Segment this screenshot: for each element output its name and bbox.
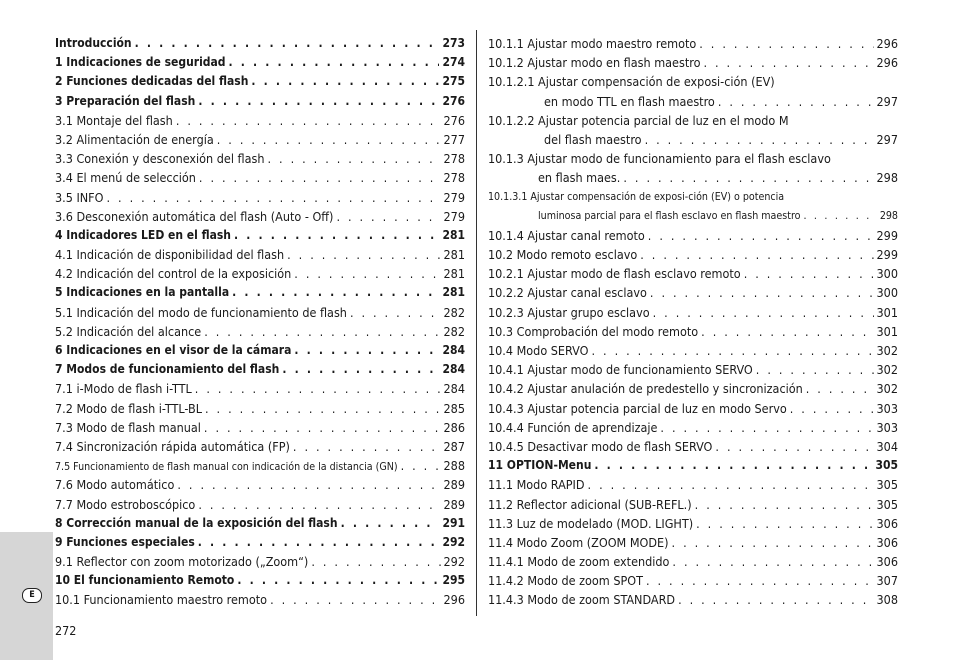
toc-entry-title: 10.1.2.1 Ajustar compensación de exposi-ción (EV) xyxy=(488,74,775,90)
toc-entry-page: 286 xyxy=(443,419,465,435)
toc-entry-title: 10.4.4 Función de aprendizaje xyxy=(488,419,658,435)
toc-leader-dots xyxy=(718,92,874,111)
toc-leader-dots xyxy=(640,245,873,264)
toc-entry-title: 3 Preparación del flash xyxy=(55,93,196,108)
toc-entry-title: 7.5 Funcionamiento de flash manual con indicación de la distancia (GN) xyxy=(55,461,398,474)
toc-entry-title: 3.1 Montaje del flash xyxy=(55,112,173,128)
toc-entry-title: 10.2.3 Ajustar grupo esclavo xyxy=(488,304,650,320)
toc-entry[interactable] xyxy=(488,168,898,187)
toc-entry-page: 300 xyxy=(876,285,898,301)
toc-leader-dots xyxy=(251,72,439,91)
toc-entry[interactable] xyxy=(55,571,465,590)
toc-entry-page: 287 xyxy=(443,438,465,454)
toc-entry[interactable] xyxy=(488,590,898,609)
toc-entry-title: 7 Modos de funcionamiento del flash xyxy=(55,362,280,377)
toc-entry[interactable] xyxy=(55,456,465,475)
toc-entry[interactable] xyxy=(55,495,465,514)
toc-entry[interactable] xyxy=(488,111,898,130)
toc-entry-page: 296 xyxy=(876,55,898,71)
toc-entry-page: 275 xyxy=(442,74,465,89)
toc-entry[interactable] xyxy=(55,149,465,168)
toc-entry-title: 7.7 Modo estroboscópico xyxy=(55,496,196,512)
toc-entry-page: 297 xyxy=(876,93,898,109)
toc-entry-title: 7.4 Sincronización rápida automática (FP) xyxy=(55,438,290,454)
toc-leader-dots xyxy=(234,226,439,245)
toc-entry-title: 5.2 Indicación del alcance xyxy=(55,323,202,339)
toc-entry-page: 303 xyxy=(876,419,898,435)
toc-entry-title: 10.1.3.1 Ajustar compensación de exposi-ción (EV) o potencia xyxy=(488,190,785,203)
toc-entry-page: 302 xyxy=(876,362,898,378)
toc-leader-dots xyxy=(648,226,874,245)
toc-entry-page: 303 xyxy=(876,400,898,416)
toc-leader-dots xyxy=(653,303,874,322)
toc-entry-page: 273 xyxy=(442,36,465,50)
toc-leader-dots xyxy=(646,571,874,590)
toc-entry-page: 288 xyxy=(443,458,465,474)
toc-entry[interactable] xyxy=(55,34,465,53)
toc-leader-dots xyxy=(237,571,439,590)
toc-entry-page: 281 xyxy=(443,247,465,263)
toc-entry[interactable] xyxy=(488,475,898,494)
toc-entry[interactable] xyxy=(488,514,898,533)
toc-entry-title: 10.1.2.2 Ajustar potencia parcial de luz en el modo M xyxy=(488,112,789,128)
toc-entry-title: 10 El funcionamiento Remoto xyxy=(55,573,235,588)
toc-entry-page: 305 xyxy=(876,496,898,512)
toc-entry-title: 10.3 Comprobación del modo remoto xyxy=(488,323,699,339)
toc-entry-title: 8 Corrección manual de la exposición del flash xyxy=(55,515,338,530)
toc-leader-dots xyxy=(311,552,440,571)
toc-entry-title: 3.6 Desconexión automática del flash (Auto - Off) xyxy=(55,208,334,224)
toc-leader-dots xyxy=(270,590,440,609)
toc-entry-title: 6 Indicaciones en el visor de la cámara xyxy=(55,343,292,357)
toc-entry[interactable] xyxy=(55,399,465,418)
toc-entry-title: del flash maestro xyxy=(544,131,642,147)
toc-entry[interactable] xyxy=(55,341,465,360)
toc-entry[interactable] xyxy=(488,245,898,264)
toc-entry-page: 282 xyxy=(443,304,465,320)
toc-leader-dots xyxy=(204,418,441,437)
toc-entry[interactable] xyxy=(55,264,465,283)
toc-entry[interactable] xyxy=(488,552,898,571)
toc-entry-title: 10.4 Modo SERVO xyxy=(488,343,589,358)
toc-entry-title: 7.6 Modo automático xyxy=(55,477,175,493)
toc-entry[interactable] xyxy=(55,207,465,226)
toc-entry[interactable] xyxy=(55,303,465,322)
toc-entry-title: 9 Funciones especiales xyxy=(55,534,195,549)
toc-leader-dots xyxy=(701,322,873,341)
toc-entry[interactable] xyxy=(488,379,898,398)
toc-entry-page: 300 xyxy=(876,266,898,282)
toc-entry-title: 10.1.3 Ajustar modo de funcionamiento para el flash esclavo xyxy=(488,151,831,167)
toc-entry[interactable] xyxy=(55,72,465,91)
toc-entry-title: 11 OPTION-Menu xyxy=(488,458,592,473)
toc-entry-page: 299 xyxy=(876,247,898,263)
toc-entry[interactable] xyxy=(488,322,898,341)
toc-entry-page: 304 xyxy=(876,438,898,454)
toc-entry-title: 10.1.4 Ajustar canal remoto xyxy=(488,227,645,243)
toc-entry-page: 284 xyxy=(443,381,465,397)
toc-leader-dots xyxy=(198,92,439,111)
toc-entry[interactable] xyxy=(55,130,465,149)
toc-entry-page: 301 xyxy=(876,323,898,339)
toc-entry[interactable] xyxy=(55,283,465,302)
toc-entry-page: 278 xyxy=(443,151,465,167)
toc-entry-page: 279 xyxy=(443,208,465,224)
toc-leader-dots xyxy=(594,456,872,475)
toc-entry[interactable] xyxy=(55,168,465,187)
toc-entry-page: 305 xyxy=(875,458,898,473)
toc-entry-title: 7.1 i-Modo de flash i-TTL xyxy=(55,381,192,397)
toc-leader-dots xyxy=(672,552,873,571)
toc-leader-dots xyxy=(204,322,440,341)
toc-entry[interactable] xyxy=(488,399,898,418)
toc-entry-page: 307 xyxy=(876,573,898,589)
toc-leader-dots xyxy=(287,245,440,264)
toc-leader-dots xyxy=(744,264,874,283)
toc-entry-page: 302 xyxy=(876,343,898,358)
toc-entry-title: 10.4.5 Desactivar modo de flash SERVO xyxy=(488,438,713,454)
toc-entry-title: 3.5 INFO xyxy=(55,189,104,205)
toc-entry-page: 302 xyxy=(876,381,898,397)
toc-entry-page: 308 xyxy=(876,592,898,608)
toc-entry[interactable] xyxy=(488,149,898,168)
toc-entry[interactable] xyxy=(488,130,898,149)
toc-entry-page: 279 xyxy=(443,189,465,205)
toc-leader-dots xyxy=(703,53,873,72)
toc-entry[interactable] xyxy=(55,245,465,264)
toc-entry-title: 3.4 El menú de selección xyxy=(55,170,196,186)
toc-entry-page: 289 xyxy=(443,496,465,512)
toc-entry-title: 4.2 Indicación del control de la exposición xyxy=(55,266,292,282)
toc-entry[interactable] xyxy=(488,533,898,552)
toc-leader-dots xyxy=(336,207,440,226)
toc-entry-title: 4 Indicadores LED en el flash xyxy=(55,227,231,242)
toc-leader-dots xyxy=(198,533,440,552)
toc-entry[interactable] xyxy=(55,590,465,609)
toc-entry[interactable] xyxy=(55,111,465,130)
toc-entry-title: luminosa parcial para el flash esclavo en flash maestro xyxy=(538,209,801,222)
toc-entry[interactable] xyxy=(55,322,465,341)
toc-entry[interactable] xyxy=(55,92,465,111)
toc-entry-title: 7.2 Modo de flash i-TTL-BL xyxy=(55,400,202,416)
toc-entry[interactable] xyxy=(55,514,465,533)
toc-entry[interactable] xyxy=(488,303,898,322)
toc-entry-page: 298 xyxy=(876,170,898,186)
toc-leader-dots xyxy=(294,264,440,283)
toc-entry-page: 285 xyxy=(443,400,465,416)
toc-entry-title: 5 Indicaciones en la pantalla xyxy=(55,285,230,300)
toc-entry[interactable] xyxy=(488,34,898,53)
toc-entry-page: 291 xyxy=(442,515,465,530)
toc-entry[interactable] xyxy=(488,456,898,475)
toc-leader-dots xyxy=(229,53,440,72)
toc-entry-title: 4.1 Indicación de disponibilidad del flash xyxy=(55,247,285,263)
toc-entry[interactable] xyxy=(488,283,898,302)
toc-entry-page: 306 xyxy=(876,534,898,550)
toc-entry-title: 10.1 Funcionamiento maestro remoto xyxy=(55,592,268,608)
toc-entry[interactable] xyxy=(488,418,898,437)
toc-leader-dots xyxy=(176,111,441,130)
toc-entry-title: 10.2.2 Ajustar canal esclavo xyxy=(488,285,647,301)
toc-entry-page: 281 xyxy=(443,266,465,282)
toc-entry-title: 5.1 Indicación del modo de funcionamiento de flash xyxy=(55,304,347,320)
toc-entry-title: en flash maes. xyxy=(538,170,621,186)
toc-entry-page: 284 xyxy=(442,362,465,377)
toc-entry-page: 281 xyxy=(442,285,465,300)
toc-leader-dots xyxy=(756,360,874,379)
toc-leader-dots xyxy=(401,456,441,475)
toc-entry-page: 297 xyxy=(876,131,898,147)
toc-entry-title: 10.4.1 Ajustar modo de funcionamiento SERVO xyxy=(488,362,753,378)
toc-entry-page: 295 xyxy=(442,573,465,588)
toc-entry-title: 3.2 Alimentación de energía xyxy=(55,131,214,147)
toc-leader-dots xyxy=(645,130,874,149)
toc-leader-dots xyxy=(623,168,873,187)
toc-entry-page: 276 xyxy=(443,112,465,128)
toc-entry-page: 298 xyxy=(879,209,898,222)
toc-leader-dots xyxy=(699,34,873,53)
toc-entry-title: 11.1 Modo RAPID xyxy=(488,477,585,493)
toc-left-column xyxy=(55,34,465,610)
toc-leader-dots xyxy=(715,437,873,456)
toc-entry[interactable] xyxy=(488,360,898,379)
toc-leader-dots xyxy=(695,495,874,514)
toc-leader-dots xyxy=(650,283,874,302)
toc-entry-title: 11.2 Reflector adicional (SUB-REFL.) xyxy=(488,496,692,512)
toc-entry-page: 282 xyxy=(443,323,465,339)
toc-leader-dots xyxy=(790,399,874,418)
toc-entry[interactable] xyxy=(55,226,465,245)
toc-entry-page: 292 xyxy=(442,534,465,549)
toc-entry-page: 292 xyxy=(443,554,465,570)
toc-entry-page: 277 xyxy=(443,131,465,147)
toc-entry[interactable] xyxy=(488,72,898,91)
toc-leader-dots xyxy=(205,399,441,418)
language-badge: E xyxy=(22,588,42,603)
page-number: 272 xyxy=(55,623,77,638)
toc-entry-page: 305 xyxy=(876,477,898,493)
toc-leader-dots xyxy=(678,590,873,609)
toc-leader-dots xyxy=(282,360,439,379)
toc-entry-page: 289 xyxy=(443,477,465,493)
toc-entry[interactable] xyxy=(488,341,898,360)
toc-entry-title: 10.1.1 Ajustar modo maestro remoto xyxy=(488,36,697,51)
toc-leader-dots xyxy=(588,475,874,494)
toc-entry-title: en modo TTL en flash maestro xyxy=(544,93,715,109)
toc-leader-dots xyxy=(294,341,439,360)
toc-entry-page: 296 xyxy=(443,592,465,608)
toc-entry[interactable] xyxy=(55,53,465,72)
toc-entry-page: 306 xyxy=(876,554,898,570)
toc-entry-title: 10.2.1 Ajustar modo de flash esclavo remoto xyxy=(488,266,741,282)
toc-entry[interactable] xyxy=(488,571,898,590)
toc-entry[interactable] xyxy=(55,552,465,571)
toc-leader-dots xyxy=(195,379,441,398)
toc-entry[interactable] xyxy=(488,437,898,456)
toc-entry-title: 11.4.1 Modo de zoom extendido xyxy=(488,554,670,570)
toc-entry[interactable] xyxy=(488,188,898,207)
toc-leader-dots xyxy=(672,533,874,552)
toc-entry-title: 11.4.3 Modo de zoom STANDARD xyxy=(488,592,676,608)
toc-entry-page: 278 xyxy=(443,170,465,186)
toc-leader-dots xyxy=(217,130,441,149)
toc-entry-title: 10.4.3 Ajustar potencia parcial de luz en modo Servo xyxy=(488,400,787,416)
toc-entry[interactable] xyxy=(55,360,465,379)
toc-entry-title: 11.3 Luz de modelado (MOD. LIGHT) xyxy=(488,515,694,531)
toc-entry[interactable] xyxy=(488,226,898,245)
toc-leader-dots xyxy=(803,207,876,226)
toc-leader-dots xyxy=(350,303,441,322)
toc-entry[interactable] xyxy=(488,207,898,226)
toc-entry-title: Introducción xyxy=(55,36,132,50)
toc-entry-title: 2 Funciones dedicadas del flash xyxy=(55,74,249,89)
toc-leader-dots xyxy=(199,168,441,187)
toc-entry-page: 281 xyxy=(442,227,465,242)
toc-entry-title: 10.2 Modo remoto esclavo xyxy=(488,247,638,263)
toc-entry-title: 7.3 Modo de flash manual xyxy=(55,419,201,435)
toc-leader-dots xyxy=(177,475,440,494)
toc-entry-title: 11.4 Modo Zoom (ZOOM MODE) xyxy=(488,534,669,550)
toc-leader-dots xyxy=(591,341,873,360)
toc-entry[interactable] xyxy=(55,188,465,207)
toc-leader-dots xyxy=(341,514,440,533)
toc-entry[interactable] xyxy=(488,264,898,283)
toc-entry-title: 10.1.2 Ajustar modo en flash maestro xyxy=(488,55,701,71)
toc-entry-title: 3.3 Conexión y desconexión del flash xyxy=(55,151,265,167)
toc-entry-title: 9.1 Reflector con zoom motorizado („Zoom“) xyxy=(55,554,309,570)
column-divider xyxy=(476,30,477,616)
toc-leader-dots xyxy=(268,149,441,168)
toc-entry-page: 276 xyxy=(442,93,465,108)
toc-entry[interactable] xyxy=(55,379,465,398)
toc-entry[interactable] xyxy=(55,533,465,552)
toc-leader-dots xyxy=(696,514,873,533)
toc-leader-dots xyxy=(806,379,874,398)
toc-leader-dots xyxy=(198,495,440,514)
toc-entry-page: 299 xyxy=(876,227,898,243)
toc-right-column xyxy=(488,34,898,610)
toc-entry-page: 301 xyxy=(876,304,898,320)
toc-leader-dots xyxy=(293,437,441,456)
toc-entry[interactable] xyxy=(55,418,465,437)
toc-leader-dots xyxy=(660,418,873,437)
toc-entry-title: 10.4.2 Ajustar anulación de predestello y sincronización xyxy=(488,381,803,397)
toc-entry-page: 274 xyxy=(442,55,465,70)
toc-entry[interactable] xyxy=(488,53,898,72)
toc-entry[interactable] xyxy=(55,437,465,456)
toc-entry-page: 284 xyxy=(442,343,465,357)
toc-entry-page: 306 xyxy=(876,515,898,531)
toc-entry-page: 296 xyxy=(876,36,898,51)
toc-leader-dots xyxy=(232,283,439,302)
toc-entry[interactable] xyxy=(488,92,898,111)
toc-leader-dots xyxy=(135,34,440,53)
toc-entry-title: 1 Indicaciones de seguridad xyxy=(55,55,226,70)
toc-entry-title: 11.4.2 Modo de zoom SPOT xyxy=(488,573,643,589)
toc-leader-dots xyxy=(107,188,441,207)
toc-entry[interactable] xyxy=(55,475,465,494)
toc-entry[interactable] xyxy=(488,495,898,514)
